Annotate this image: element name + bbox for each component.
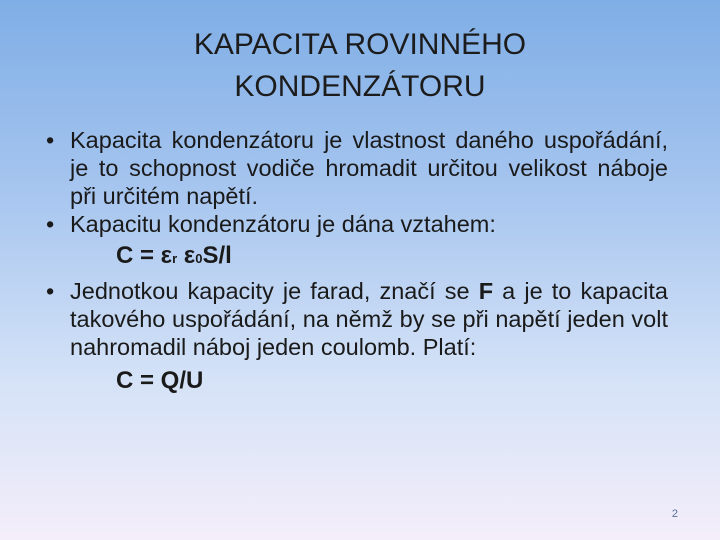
slide-title — [0, 24, 720, 108]
slide-title-line-1: KAPACITA ROVINNÉHO — [193, 28, 527, 61]
formula-subscript-r: r — [172, 251, 178, 266]
farad-symbol: F — [478, 278, 494, 304]
formula-mid: ε — [177, 242, 196, 269]
slide-content — [40, 126, 668, 399]
page-number: 2 — [671, 508, 678, 520]
bullet-farad-text-after: a je to kapacita takového uspořádání, na němž by se při napětí jeden volt nahromadil náboj jeden coulomb. Platí: — [70, 278, 668, 360]
formula-lhs: C = ε — [116, 242, 173, 269]
bullet-capacity-definition: • Kapacita kondenzátoru je vlastnost daného uspořádání, je to schopnost vodiče hromadit určitou velikost náboje při určitém napětí. — [40, 126, 668, 210]
slide-title-line-2: KONDENZÁTORU — [234, 70, 486, 103]
bullet-farad-text-before: Jednotkou kapacity je farad, značí se — [70, 278, 479, 304]
formula-charge-voltage: C = Q/U — [116, 367, 204, 394]
formula-subscript-0: 0 — [195, 251, 203, 266]
formula-capacity — [40, 240, 668, 275]
bullet-farad-unit — [40, 277, 668, 361]
formula-rhs: S/l — [202, 242, 232, 269]
bullet-capacity-formula-intro: • Kapacitu kondenzátoru je dána vztahem: — [40, 210, 668, 238]
